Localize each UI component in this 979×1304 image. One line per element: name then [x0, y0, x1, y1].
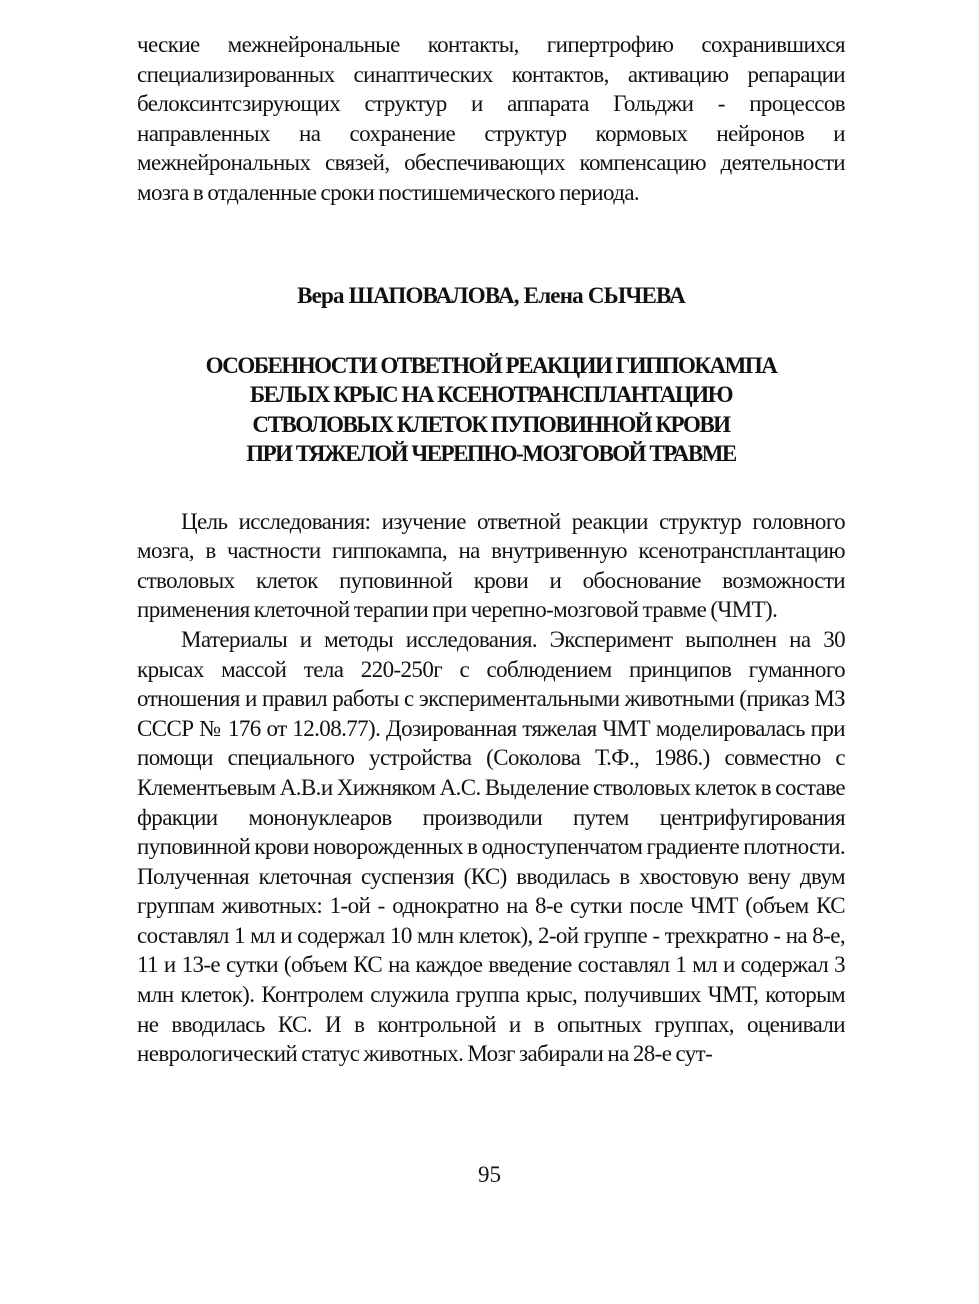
- intro-paragraph: ческие межнейрональные контакты, гипертрофию сохранившихся специализированных синаптических контактов, активацию репарации белоксинтсзирующих структур и аппарата Гольджи - процессов направленных на сохранение структур кормовых нейронов и межнейрональных связей, обеспечивающих компенсацию деятельности мозга в отдаленные сроки постишемического периода.: [137, 32, 845, 205]
- body-paragraph-aim: Цель исследования: изучение ответной реакции структур головного мозга, в частности гиппокампа, на внутривенную ксенотрансплантацию стволовых клеток пуповинной крови и обоснование возможности применения клеточной терапии при черепно-мозговой травме (ЧМТ).: [137, 508, 845, 623]
- article-body: [137, 507, 845, 1069]
- article-title: [137, 351, 845, 469]
- title-line: БЕЛЫХ КРЫС НА КСЕНОТРАНСПЛАНТАЦИЮ: [249, 382, 733, 408]
- article-authors: Вера ШАПОВАЛОВА, Елена СЫЧЕВА: [297, 282, 685, 308]
- title-line: ПРИ ТЯЖЕЛОЙ ЧЕРЕПНО-МОЗГОВОЙ ТРАВМЕ: [246, 441, 736, 467]
- page-number: 95: [478, 1162, 501, 1187]
- body-paragraph-methods: Материалы и методы исследования. Эксперимент выполнен на 30 крысах массой тела 220-250г с соблюдением принципов гуманного отношения и правил работы с экспериментальными животными (приказ МЗ СССР № 176 от 12.08.77). Дозированная тяжелая ЧМТ моделировалась при помощи специального устройства (Соколова Т.Ф., 1986.) совместно с Клементьевым А.В.и Хижняком А.С. Выделение стволовых клеток в составе фракции мононуклеаров производили путем центрифугирования пуповинной крови новорожденных в одноступенчатом градиенте плотности. Полученная клеточная суспензия (КС) вводилась в хвостовую вену двум группам животных: 1-ой - однократно на 8-е сутки после ЧМТ (объем КС составлял 1 мл и содержал 10 млн клеток), 2-ой группе - трехкратно - на 8-е, 11 и 13-е сутки (объем КС на каждое введение составлял 1 мл и содержал 3 млн клеток). Контролем служила группа крыс, получивших ЧМТ, которым не вводилась КС. И в контрольной и в опытных группах, оценивали неврологический статус животных. Мозг забирали на 28-е сут-: [137, 626, 845, 1067]
- title-line: СТВОЛОВЫХ КЛЕТОК ПУПОВИННОЙ КРОВИ: [252, 411, 730, 437]
- title-line: ОСОБЕННОСТИ ОТВЕТНОЙ РЕАКЦИИ ГИППОКАМПА: [205, 352, 777, 378]
- page-content: [137, 30, 845, 1069]
